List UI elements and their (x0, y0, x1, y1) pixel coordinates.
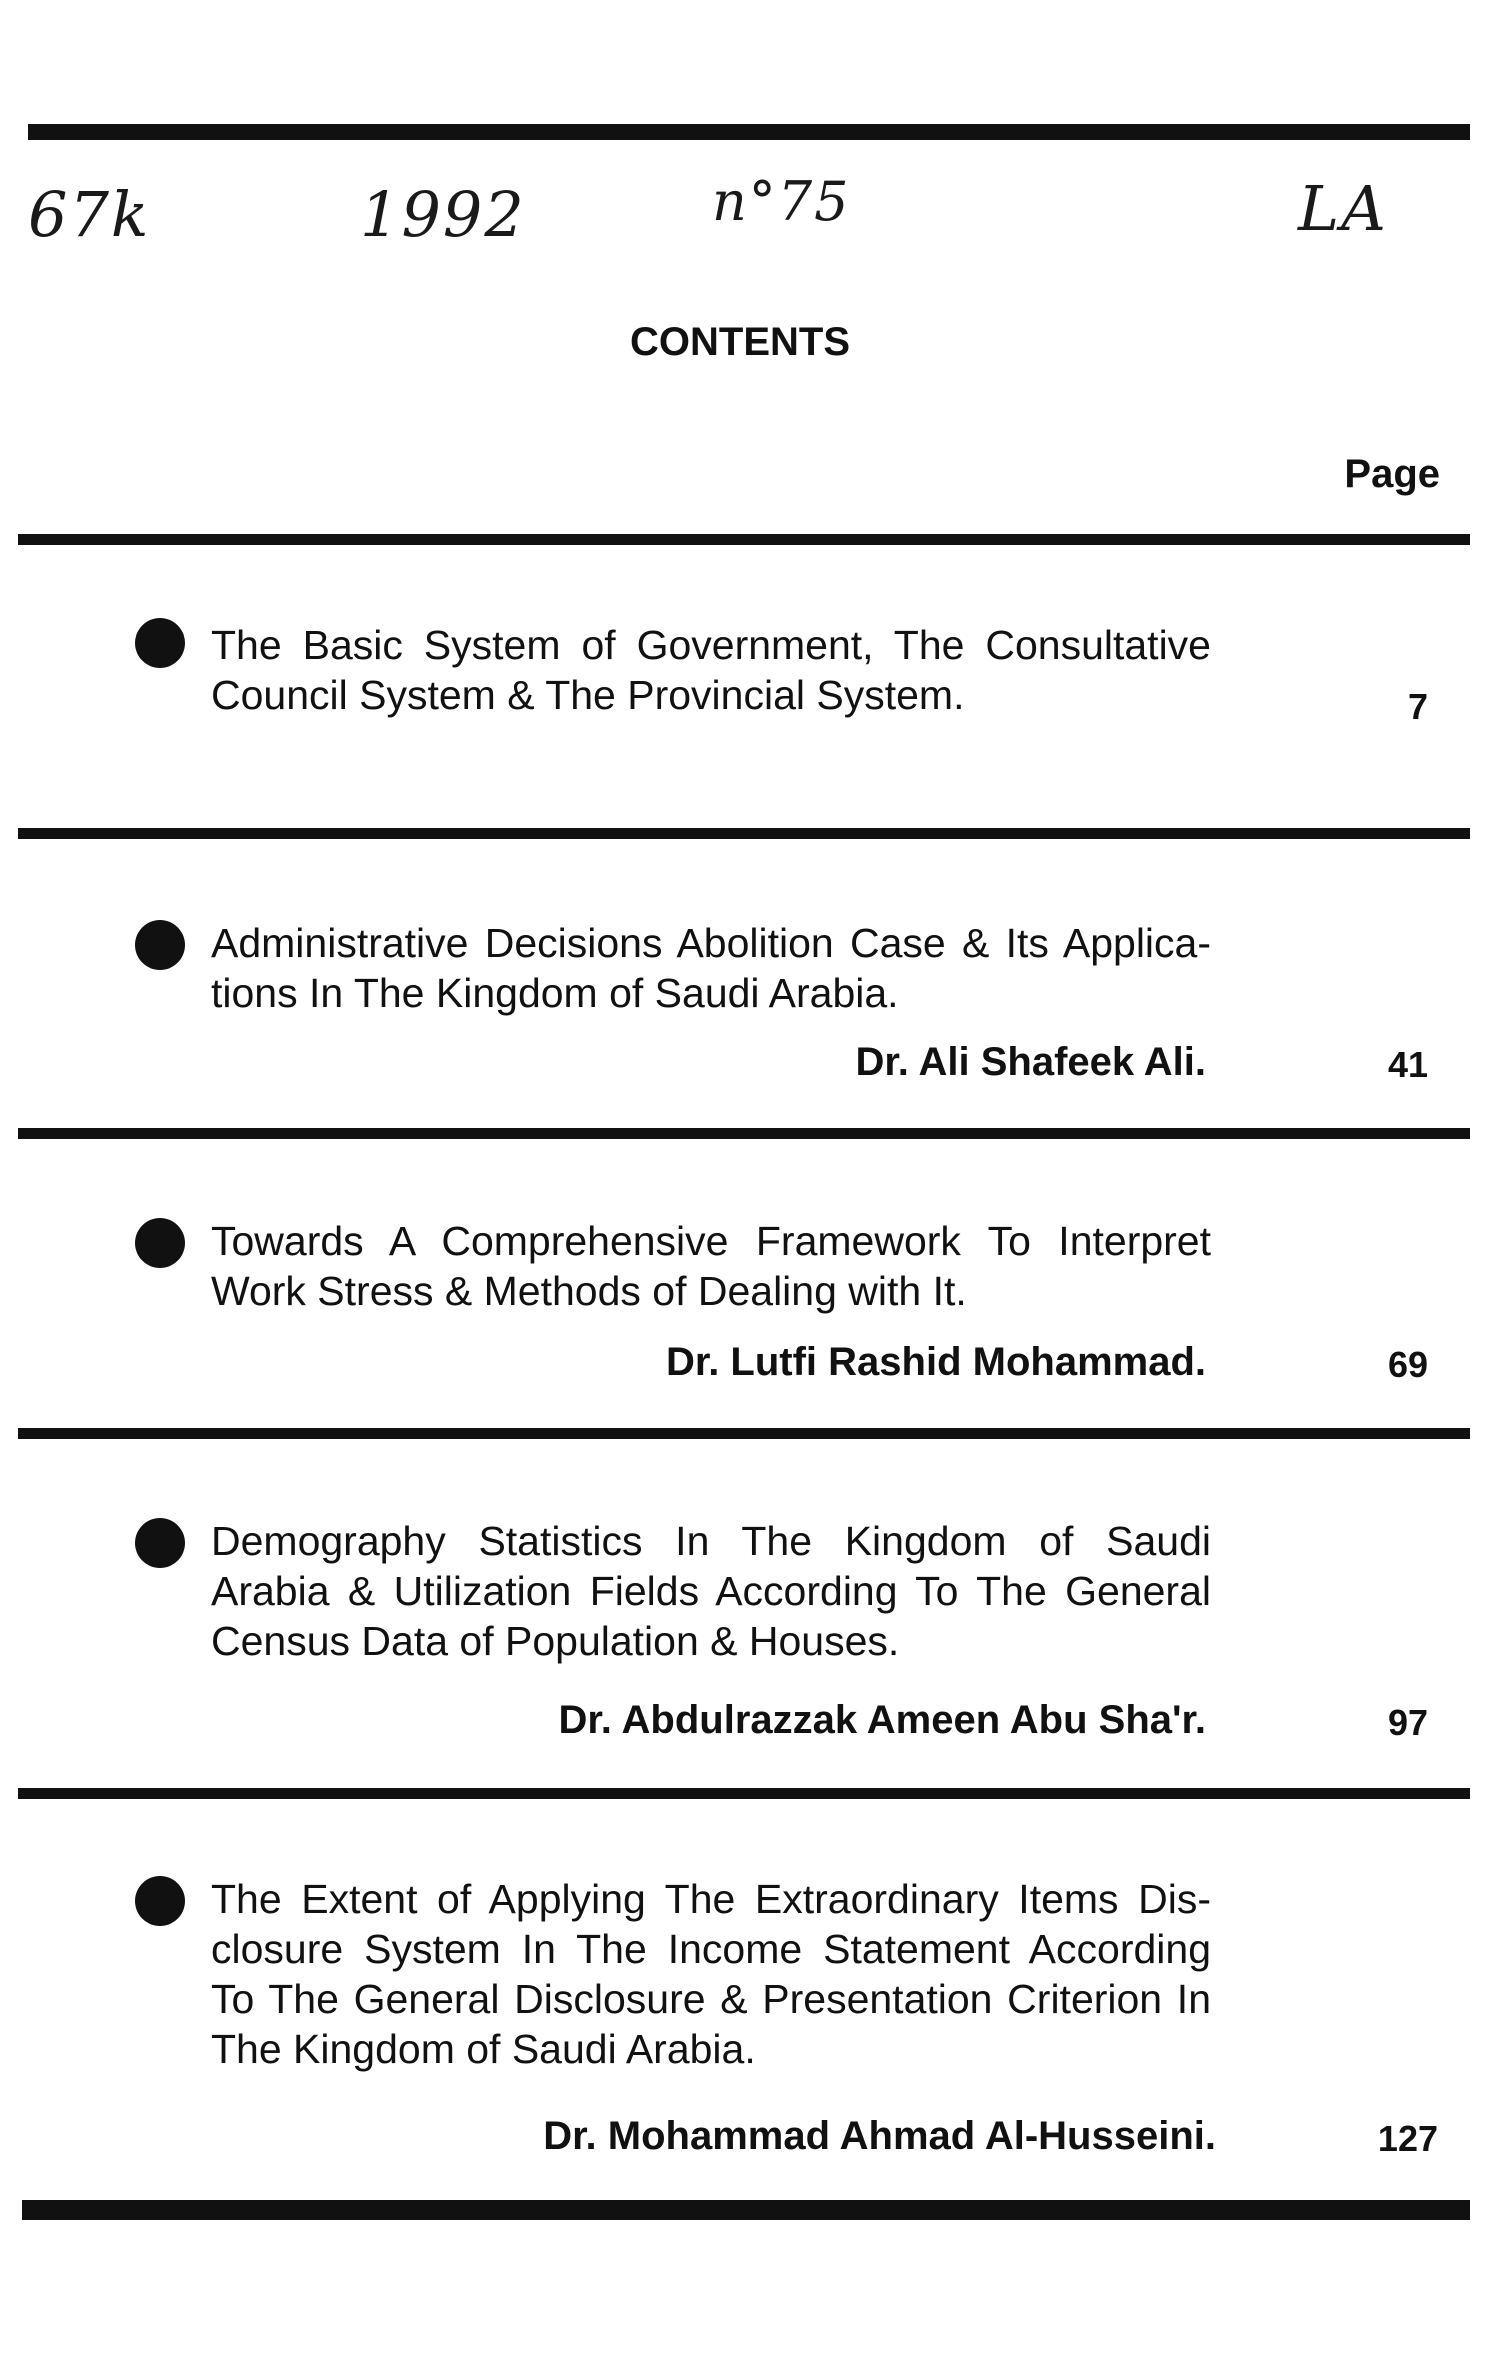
entry-title (211, 918, 1211, 1018)
entry-author: Dr. Mohammad Ahmad Al-Husseini. (543, 2114, 1216, 2158)
section-rule (18, 1128, 1470, 1139)
entry-author: Dr. Ali Shafeek Ali. (855, 1040, 1206, 1084)
entry-author: Dr. Abdulrazzak Ameen Abu Sha'r. (558, 1698, 1206, 1742)
handwritten-issue: n°75 (712, 170, 851, 233)
section-rule (18, 1788, 1470, 1799)
handwritten-code: LA (1298, 172, 1388, 245)
entry-page-number: 7 (1407, 686, 1428, 727)
handwritten-year: 1992 (360, 178, 526, 251)
entry-page-number: 127 (1377, 2118, 1438, 2159)
entry-title-line: Census Data of Population & Houses. (211, 1618, 900, 1664)
bottom-rule (22, 2200, 1470, 2220)
entry-title-line: Administrative Decisions Abolition Case & Its Applica- (211, 920, 1211, 966)
entry-title-line: The Basic System of Government, The Consultative (211, 622, 1211, 668)
entry-title (211, 1874, 1211, 2074)
section-rule (18, 1428, 1470, 1439)
top-rule (28, 124, 1470, 140)
entry-title-line: To The General Disclosure & Presentation Criterion In (211, 1976, 1211, 2022)
entry-title (211, 1516, 1211, 1666)
handwritten-call-number: 67k (28, 178, 151, 251)
entry-title-line: Work Stress & Methods of Dealing with It. (211, 1268, 967, 1314)
bullet-icon (135, 1876, 185, 1926)
entry-author: Dr. Lutfi Rashid Mohammad. (665, 1340, 1206, 1384)
page-column-header: Page (1344, 452, 1440, 496)
entry-title-line: Demography Statistics In The Kingdom of Saudi (211, 1518, 1211, 1564)
bullet-icon (135, 920, 185, 970)
bullet-icon (135, 618, 185, 668)
entry-page-number: 69 (1387, 1344, 1428, 1385)
header-rule (18, 534, 1470, 545)
entry-title-line: closure System In The Income Statement According (211, 1926, 1211, 1972)
entry-title (211, 1216, 1211, 1316)
entry-title-line: Arabia & Utilization Fields According To The General (211, 1568, 1211, 1614)
page-title: CONTENTS (630, 320, 850, 364)
entry-title-line: The Extent of Applying The Extraordinary Items Dis- (211, 1876, 1211, 1922)
entry-title-line: Towards A Comprehensive Framework To Interpret (211, 1218, 1211, 1264)
entry-title (211, 620, 1211, 720)
bullet-icon (135, 1518, 185, 1568)
entry-title-line: Council System & The Provincial System. (211, 672, 965, 718)
entry-title-line: The Kingdom of Saudi Arabia. (211, 2026, 756, 2072)
entry-page-number: 41 (1387, 1044, 1428, 1085)
entry-page-number: 97 (1387, 1702, 1428, 1743)
entry-title-line: tions In The Kingdom of Saudi Arabia. (211, 970, 899, 1016)
section-rule (18, 828, 1470, 839)
bullet-icon (135, 1218, 185, 1268)
